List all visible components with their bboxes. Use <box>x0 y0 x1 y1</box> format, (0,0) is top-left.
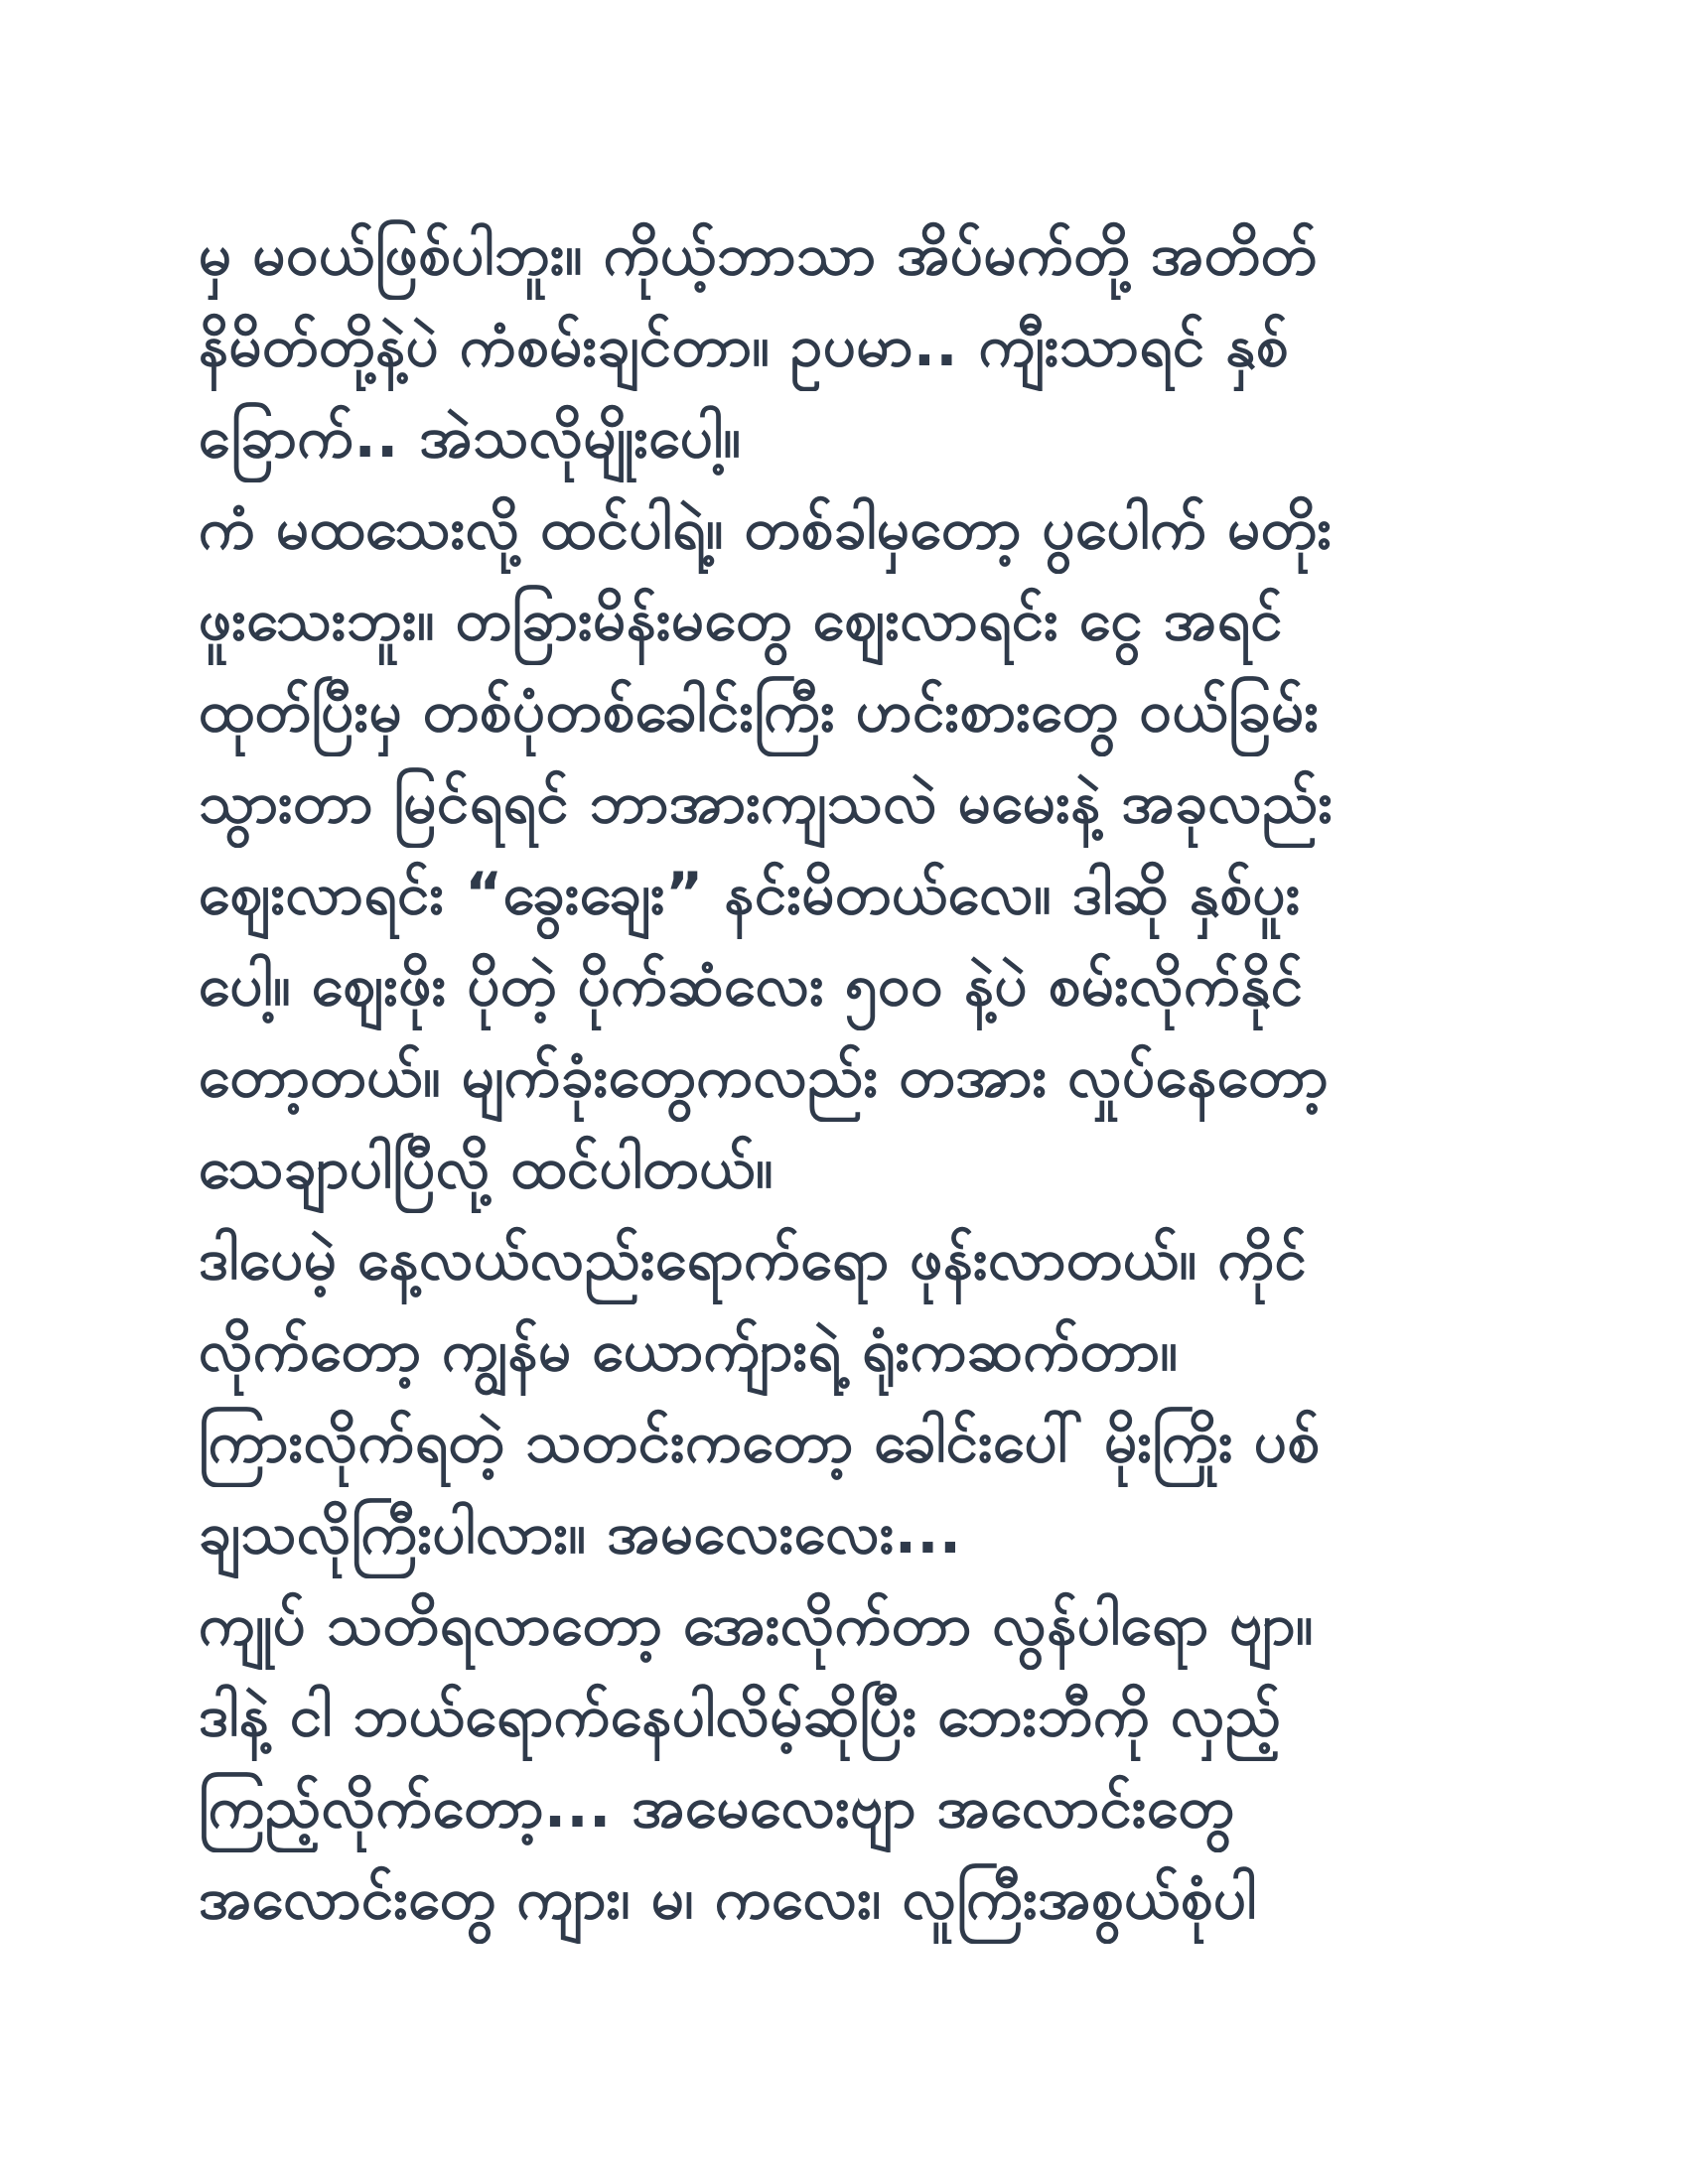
text-line: တော့တယ်။ မျက်ခုံးတွေကလည်း တအား လှုပ်နေတော့ <box>199 1042 1330 1110</box>
text-line: သေချာပါပြီလို့ ထင်ပါတယ်။ <box>199 1134 774 1201</box>
text-line: နိမိတ်တို့နဲ့ပဲ ကံစမ်းချင်တာ။ ဥပမာ.. ကျီးသာရင် နှစ် <box>199 312 1289 379</box>
text-line: ကျုပ် သတိရလာတော့ အေးလိုက်တာ လွန်ပါရော ဗျာ။ <box>199 1590 1314 1658</box>
text-line: ဒါပေမဲ့ နေ့လယ်လည်းရောက်ရော ဖုန်းလာတယ်။ ကိုင် <box>199 1225 1308 1293</box>
text-line: မှ မဝယ်ဖြစ်ပါဘူး။ ကိုယ့်ဘာသာ အိပ်မက်တို့ အတိတ် <box>199 220 1318 288</box>
text-line: ဖူးသေးဘူး။ တခြားမိန်းမတွေ ဈေးလာရင်း ငွေ အရင် <box>199 586 1284 653</box>
text-line: လိုက်တော့ ကျွန်မ ယောက်ျားရဲ့ ရုံးကဆက်တာ။ <box>199 1316 1179 1384</box>
text-line: ဒါနဲ့ ငါ ဘယ်ရောက်နေပါလိမ့်ဆိုပြီး ဘေးဘီကို လှည့် <box>199 1682 1282 1749</box>
text-line: ထုတ်ပြီးမှ တစ်ပုံတစ်ခေါင်းကြီး ဟင်းစားတွေ ဝယ်ခြမ်း <box>199 677 1320 745</box>
text-line: ဈေးလာရင်း “ခွေးချေး” နင်းမိတယ်လေ။ ဒါဆို နှစ်ပူး <box>199 860 1301 927</box>
body-text <box>199 208 1489 1944</box>
text-line: ခြောက်.. အဲသလိုမျိုးပေါ့။ <box>199 403 742 471</box>
text-line: ကံ မထသေးလို့ ထင်ပါရဲ့။ တစ်ခါမှတော့ ပွပေါက် မတိုး <box>199 494 1333 562</box>
text-line: သွားတာ မြင်ရရင် ဘာအားကျသလဲ မမေးနဲ့ အခုလည်း <box>199 768 1334 836</box>
text-line: ချသလိုကြီးပါလား။ အမလေးလေး... <box>199 1499 962 1567</box>
text-line: ပေါ့။ ဈေးဖိုး ပိုတဲ့ ပိုက်ဆံလေး ၅၀၀ နဲ့ပဲ စမ်းလိုက်နိုင် <box>199 951 1304 1019</box>
text-line: အလောင်းတွေ ကျား၊ မ၊ ကလေး၊ လူကြီးအစွယ်စုံပါ <box>199 1864 1257 1932</box>
text-line: ကြားလိုက်ရတဲ့ သတင်းကတော့ ခေါင်းပေါ် မိုးကြိုး ပစ် <box>199 1408 1321 1475</box>
text-line: ကြည့်လိုက်တော့... အမေလေးဗျာ အလောင်းတွေ <box>199 1773 1235 1841</box>
